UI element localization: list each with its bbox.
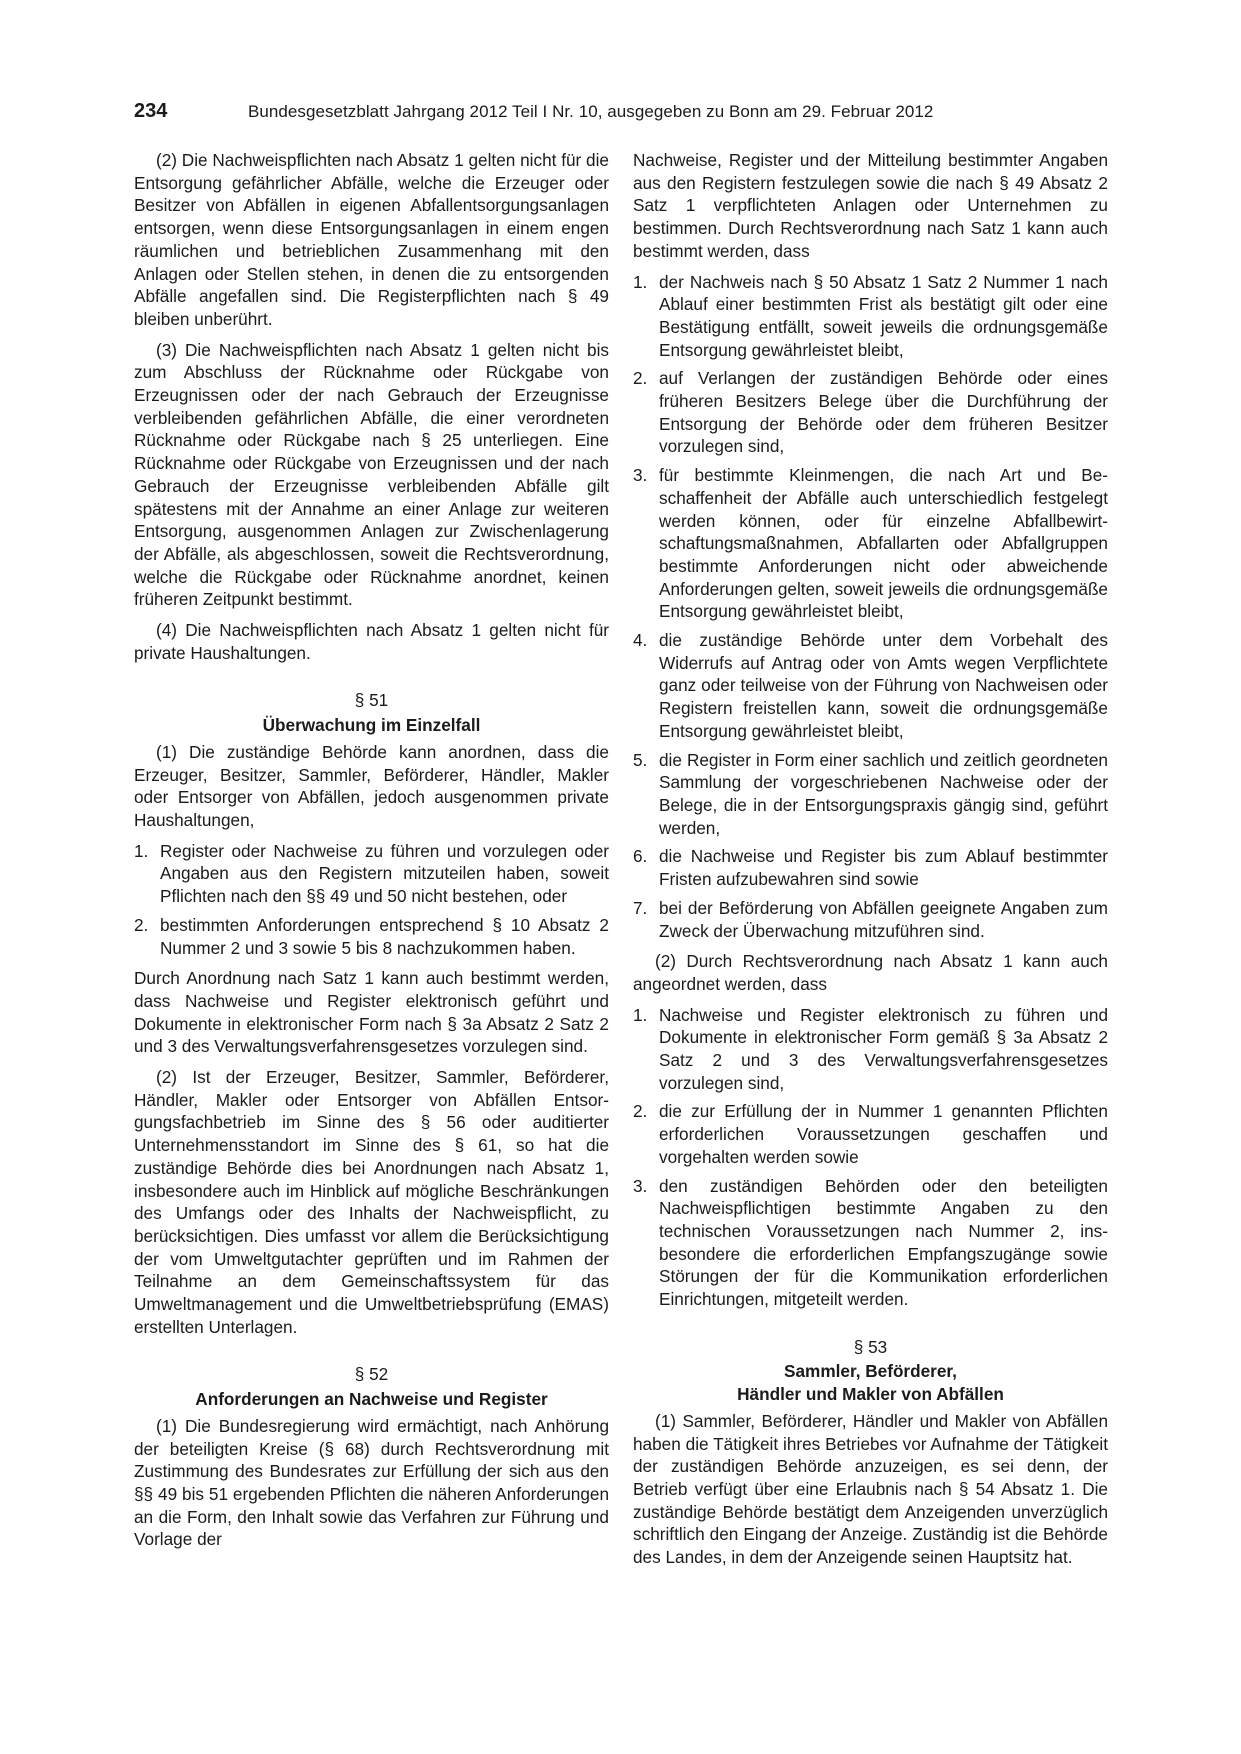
list-text: die Nachweise und Register bis zum Ablauf bestimmter Fristen aufzubewahren sind sowie — [659, 846, 1108, 890]
list-number: 1. — [633, 1004, 648, 1025]
list-item — [134, 914, 609, 959]
section-53-title — [633, 1360, 1108, 1405]
section-53-title-line: Händler und Makler von Abfällen — [737, 1384, 1004, 1405]
list-item — [633, 749, 1108, 840]
section-51-number: § 51 — [354, 690, 389, 711]
running-header: Bundesgesetzblatt Jahrgang 2012 Teil I Nr. 10, ausgegeben zu Bonn am 29. Februar 2012 — [248, 102, 934, 121]
list-text: bei der Beförderung von Abfällen geeignete Angaben zum Zweck der Überwachung mitzuführen sind. — [659, 897, 1108, 941]
paragraph-52-2: (2) Durch Rechtsverordnung nach Absatz 1 kann auch angeordnet werden, dass — [633, 951, 1108, 994]
list-text: bestimmten Anforderungen entsprechend § 10 Absatz 2 Nummer 2 und 3 sowie 5 bis 8 nachzukommen haben. — [160, 914, 609, 958]
page-number: 234 — [134, 100, 168, 122]
paragraph-50-3: (3) Die Nachweispflichten nach Absatz 1 gelten nicht bis zum Abschluss der Rücknahme oder Rückgabe von Erzeugnissen oder der nach Gebrauch der Erzeugnisse verbleibenden gefährlichen Abfälle, die einer verordneten Rücknahme oder Rückgabe nach § 25 unterliegen. Eine Rücknahme oder Rückgabe von Erzeugnissen und der nach Gebrauch der Erzeugnisse verbleibenden Abfälle gilt spätestens mit der Annahme an einer Anlage zur weiteren Entsorgung, ausgenommen Anlagen zur Zwischenlagerung der Abfälle, als abgeschlossen, soweit die Rechtsverordnung, welche die Rückgabe oder Rücknahme anordnet, keinen früheren Zeitpunkt bestimmt. — [134, 339, 609, 610]
list-number: 6. — [633, 846, 648, 867]
section-52-title: Anforderungen an Nachweise und Register — [195, 1389, 548, 1410]
paragraph-51-after: Durch Anordnung nach Satz 1 kann auch bestimmt werden, dass Nachweise und Register elektronisch geführt und Dokumente in elektronischer Form nach § 3a Absatz 2 Satz 2 und 3 des Verwaltungsverfahrensgesetzes vorzulegen sind. — [134, 968, 609, 1057]
list-item — [633, 897, 1108, 942]
list-text: die zur Erfüllung der in Nummer 1 genannten Pflichten erforderlichen Voraussetzungen geschaffen und vorgehalten werden sowie — [659, 1101, 1108, 1167]
list-text: auf Verlangen der zuständigen Behörde oder eines früheren Besitzers Belege über die Durchführung der Entsorgung der Behörde oder dem früheren Besitzer vorzulegen sind, — [659, 368, 1108, 457]
list-number: 3. — [633, 465, 648, 486]
section-51-title: Überwachung im Einzelfall — [262, 715, 481, 736]
list-text: die zuständige Behörde unter dem Vorbehalt des Widerrufs auf Antrag oder von Amts wegen Verpflichtete ganz oder teilweise von der Führung von Nachweisen oder Registern freistellen kann, soweit die ordnungsgemäße Entsorgung gewährleistet bleibt, — [659, 630, 1108, 741]
list-number: 1. — [633, 271, 648, 292]
list-number: 2. — [633, 368, 648, 389]
section-52-2-list — [633, 1004, 1108, 1311]
list-item — [633, 1004, 1108, 1095]
list-number: 3. — [633, 1175, 648, 1196]
list-text: Register oder Nachweise zu führen und vorzulegen oder Angaben aus den Registern mitzuteilen haben, soweit Pflichten nach den §§ 49 und 50 nicht bestehen, oder — [160, 840, 609, 907]
list-text: für bestimmte Kleinmengen, die nach Art und Beschaffenheit der Abfälle auch unterschiedlich festgelegt werden können, oder für einzelne Abfallbewirtschaftungsmaßnahmen, Abfallarten oder Abfallgruppen bestimmte Anforderungen nicht oder abweichende Anforderungen gelten, soweit jeweils die ordnungsgemäße Entsorgung gewährleistet bleibt, — [659, 465, 1108, 622]
list-item — [633, 1100, 1108, 1168]
list-text: Nachweise und Register elektronisch zu führen und Dokumente in elektronischer Form gemäß § 3a Absatz 2 Satz 2 und 3 des Verwaltungsverfahrensgesetzes vorzulegen sind, — [659, 1004, 1108, 1093]
paragraph-53-1: (1) Sammler, Beförderer, Händler und Makler von Abfällen haben die Tätigkeit ihres Betriebes vor Aufnahme der Tätigkeit der zuständigen Behörde anzuzeigen, es sei denn, der Betrieb verfügt über eine Erlaubnis nach § 54 Absatz 1. Die zuständige Behörde bestätigt dem Anzeigenden unverzüglich schriftlich den Eingang der Anzeige. Zuständig ist die Behörde des Landes, in dem der Anzeigende seinen Hauptsitz hat. — [633, 1410, 1108, 1568]
paragraph-50-4: (4) Die Nachweispflichten nach Absatz 1 gelten nicht für private Haushaltungen. — [134, 620, 609, 663]
list-number: 1. — [134, 840, 149, 861]
section-53-title-line: Sammler, Beförderer, — [784, 1361, 957, 1382]
paragraph-52-1: (1) Die Bundesregierung wird ermächtigt, nach Anhörung der beteiligten Kreise (§ 68) durch Rechtsverordnung mit Zustimmung des Bundesrates zur Erfüllung der sich aus den §§ 49 bis 51 ergebenden Pflichten die näheren Anforderungen an die Form, den Inhalt sowie das Verfahren zur Führung und Vorlage der — [134, 1415, 609, 1550]
paragraph-51-1: (1) Die zuständige Behörde kann anordnen, dass die Erzeuger, Besitzer, Sammler, Beförderer, Händler, Makler oder Entsorger von Abfällen, jedoch ausgenommen private Haushaltungen, — [134, 741, 609, 830]
left-column — [134, 149, 609, 1551]
list-item — [633, 271, 1108, 362]
list-number: 5. — [633, 749, 648, 770]
paragraph-51-2: (2) Ist der Erzeuger, Besitzer, Sammler, Beförderer, Händler, Makler oder Entsorger von Abfällen Entsorgungsfachbetrieb im Sinne des § 56 oder auditierter Unternehmensstandort im Sinne des § 61, so hat die zuständige Behörde dies bei Anordnungen nach Absatz 1, insbesondere auch im Hinblick auf mögliche Beschränkungen des Umfangs oder des Inhalts der Nachweispflicht, zu berücksichtigen. Dies umfasst vor allem die Berücksichtigung der vom Umweltgutachter geprüften und im Rahmen der Teilnahme an dem Gemeinschaftssystem für das Umweltmanagement und die Umweltbetriebsprüfung (EMAS) erstellten Unterlagen. — [134, 1067, 609, 1337]
paragraph-52-1-continued: Nachweise, Register und der Mitteilung bestimmter Angaben aus den Registern festzulegen sowie die nach § 49 Absatz 2 Satz 1 verpflichteten Anlagen oder Unternehmen zu bestimmen. Durch Rechtsverordnung nach Satz 1 kann auch bestimmt werden, dass — [633, 150, 1108, 261]
section-51-list — [134, 840, 609, 960]
list-item — [633, 629, 1108, 743]
list-item — [633, 845, 1108, 890]
list-item — [134, 840, 609, 908]
section-53-number: § 53 — [853, 1336, 888, 1357]
list-text: den zuständigen Behörden oder den beteiligten Nachweispflichtigen bestimmte Angaben zu den technischen Voraussetzungen nach Nummer 2, insbesondere die erforderlichen Empfangszugänge sowie Störungen der für die Kommunikation erforderlichen Einrichtungen, mitgeteilt werden. — [659, 1175, 1108, 1310]
section-52-number: § 52 — [354, 1364, 389, 1385]
list-text: die Register in Form einer sachlich und zeitlich geordneten Sammlung der vorgeschriebenen Nachweise oder der Belege, die in der Entsorgungspraxis gängig sind, geführt werden, — [659, 749, 1108, 838]
right-column — [633, 149, 1108, 1569]
list-number: 2. — [633, 1101, 648, 1122]
section-52-1-list — [633, 271, 1108, 943]
paragraph-50-2: (2) Die Nachweispflichten nach Absatz 1 gelten nicht für die Entsorgung gefährlicher Abfälle, welche die Erzeuger oder Besitzer von Abfällen in eigenen Abfallentsorgungsanlagen entsorgen, wenn diese Entsorgungsanlagen in einem engen räumlichen und betrieblichen Zusammenhang mit den Anlagen oder Stellen stehen, in denen die zu entsorgenden Abfälle angefallen sind. Die Registerpflichten nach § 49 bleiben unberührt. — [134, 150, 609, 329]
list-item — [633, 1175, 1108, 1311]
list-item — [633, 367, 1108, 458]
list-item — [633, 464, 1108, 623]
list-number: 7. — [633, 897, 648, 918]
list-text: der Nachweis nach § 50 Absatz 1 Satz 2 Nummer 1 nach Ablauf einer bestimmten Frist als bestätigt gilt oder eine Bestätigung entfällt, soweit jeweils die ordnungsgemäße Entsorgung gewährleistet bleibt, — [659, 271, 1108, 360]
list-number: 2. — [134, 914, 149, 935]
list-number: 4. — [633, 630, 648, 651]
